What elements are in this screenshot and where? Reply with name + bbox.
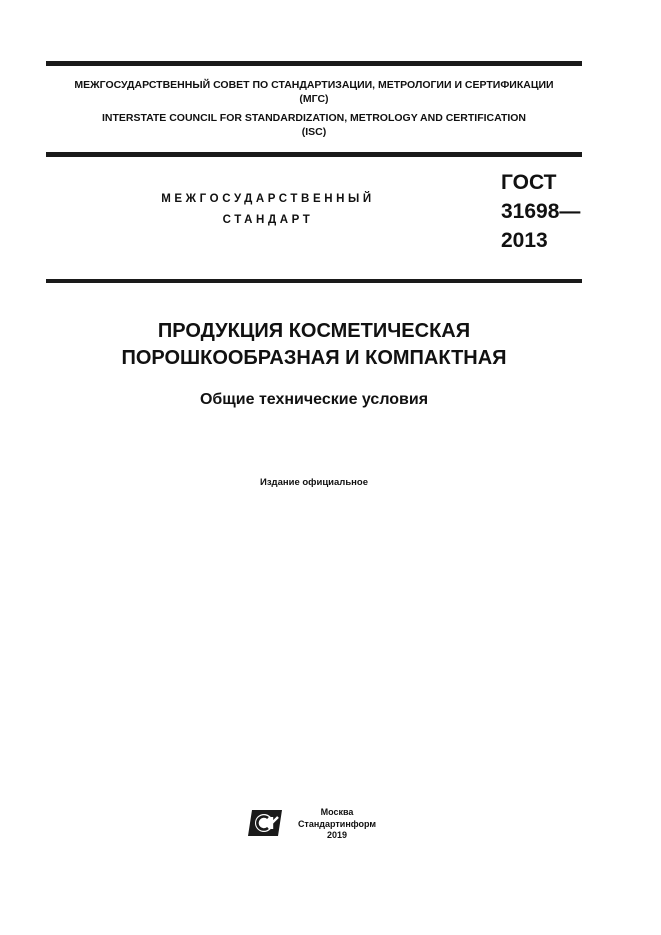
council-abbr-en: (ISC) — [301, 126, 327, 138]
standard-type-line2: СТАНДАРТ — [222, 214, 314, 226]
standard-designation — [501, 168, 580, 255]
publisher-year: 2019 — [326, 830, 348, 840]
designation-prefix: ГОСТ — [501, 171, 557, 194]
standartinform-logo-icon — [248, 808, 284, 838]
document-subtitle: Общие технические условия — [199, 391, 429, 408]
document-title-line2: ПОРОШКООБРАЗНАЯ И КОМПАКТНАЯ — [121, 347, 507, 369]
publisher-name: Стандартинформ — [297, 818, 377, 829]
bottom-rule — [46, 279, 582, 283]
edition-label: Издание официальное — [260, 477, 368, 488]
document-title — [46, 318, 582, 372]
top-rule — [46, 61, 582, 66]
designation-year: 2013 — [501, 229, 548, 252]
document-title-line1: ПРОДУКЦИЯ КОСМЕТИЧЕСКАЯ — [157, 320, 471, 342]
publisher-city: Москва — [320, 807, 354, 817]
council-abbr-ru: (МГС) — [299, 93, 329, 105]
designation-number: 31698— — [501, 200, 581, 223]
publisher-block — [294, 807, 380, 842]
council-name-en-line1: INTERSTATE COUNCIL FOR STANDARDIZATION, METROLOGY AND CERTIFICATION — [101, 112, 527, 124]
standard-type-line1: МЕЖГОСУДАРСТВЕННЫЙ — [161, 193, 375, 205]
council-name-ru-line1: МЕЖГОСУДАРСТВЕННЫЙ СОВЕТ ПО СТАНДАРТИЗАЦИИ, МЕТРОЛОГИИ И СЕРТИФИКАЦИИ — [74, 79, 554, 91]
standard-type — [140, 189, 396, 231]
council-name-ru — [46, 78, 582, 106]
council-name-en — [46, 111, 582, 139]
middle-rule — [46, 152, 582, 157]
